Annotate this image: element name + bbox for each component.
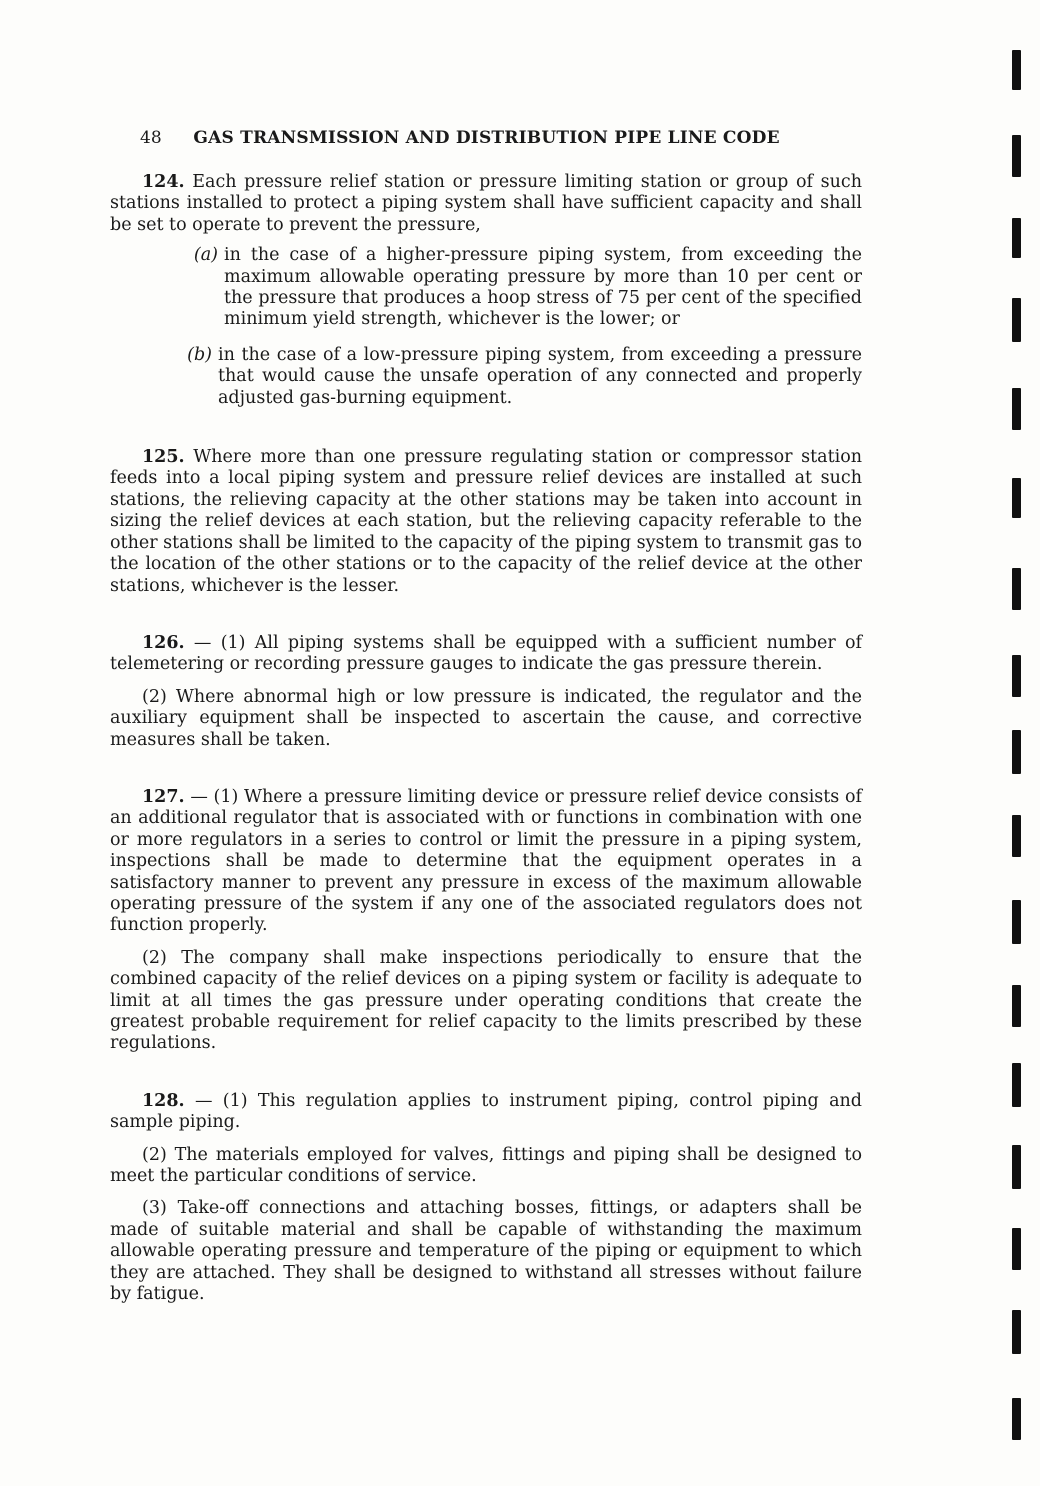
section-number: 124. xyxy=(142,172,185,192)
binding-mark xyxy=(1012,730,1021,774)
binding-mark xyxy=(1012,1310,1021,1354)
binding-mark xyxy=(1012,655,1021,697)
binding-mark xyxy=(1012,388,1021,430)
binding-mark xyxy=(1012,815,1021,857)
clause-a xyxy=(110,245,862,331)
clause-label: (a) xyxy=(193,245,218,266)
clause-text: in the case of a higher-pressure piping system, from exceeding the maximum allowable operating pressure by more than 10 per cent or the pressure that produces a hoop stress of 75 per cent of the specified minimum yield strength, whichever is the lower; or xyxy=(224,245,862,330)
section-128-para-3: (3) Take-off connections and attaching bosses, fittings, or adapters shall be made of suitable material and shall be capable of withstanding the maximum allowable operating pressure and temperature of the piping or equipment to which they are attached. They shall be designed to withstand all stresses without failure by fatigue. xyxy=(110,1198,862,1305)
binding-mark xyxy=(1012,900,1021,944)
binding-mark xyxy=(1012,298,1021,342)
page-number: 48 xyxy=(140,128,162,148)
section-number: 127. xyxy=(142,786,185,807)
section-127 xyxy=(110,787,862,937)
page-header xyxy=(140,128,860,148)
clause-text: in the case of a low-pressure piping system, from exceeding a pressure that would cause the unsafe operation of any connected and properly adjusted gas-burning equipment. xyxy=(218,344,862,408)
section-text: Each pressure relief station or pressure limiting station or group of such stations installed to protect a piping system shall have sufficient capacity and shall be set to operate to prevent the pressure, xyxy=(110,172,862,235)
binding-mark xyxy=(1012,1398,1021,1440)
section-text: — (1) All piping systems shall be equipped with a sufficient number of telemetering or recording pressure gauges to indicate the gas pressure therein. xyxy=(110,632,862,675)
section-126 xyxy=(110,633,862,676)
binding-mark xyxy=(1012,50,1021,90)
binding-mark xyxy=(1012,985,1021,1027)
section-number: 126. xyxy=(142,632,185,653)
binding-mark xyxy=(1012,478,1021,518)
section-126-para-2: (2) Where abnormal high or low pressure is indicated, the regulator and the auxiliary equipment shall be inspected to ascertain the cause, and corrective measures shall be taken. xyxy=(110,686,862,750)
section-text: — (1) This regulation applies to instrument piping, control piping and sample piping. xyxy=(110,1090,862,1133)
binding-mark xyxy=(1012,135,1021,177)
section-125 xyxy=(110,447,862,597)
binding-mark xyxy=(1012,1228,1021,1270)
binding-mark xyxy=(1012,1145,1021,1189)
section-127-para-2: (2) The company shall make inspections periodically to ensure that the combined capacity of the relief devices on a piping system or facility is adequate to limit at all times the gas pressure under operating conditions that create the greatest probable requirement for relief capacity to the limits prescribed by these regulations. xyxy=(110,947,862,1054)
binding-mark xyxy=(1012,568,1021,610)
binding-mark xyxy=(1012,218,1021,258)
section-124 xyxy=(110,172,862,236)
page-body xyxy=(110,172,862,1305)
section-number: 125. xyxy=(142,447,185,468)
section-text: — (1) Where a pressure limiting device or pressure relief device consists of an additional regulator that is associated with or functions in combination with one or more regulators in a series to control or limit the pressure in a piping system, inspections shall be made to determine that the equipment operates in a satisfactory manner to prevent any pressure in excess of the maximum allowable operating pressure of the system if any one of the associated regulators does not function properly. xyxy=(110,786,862,936)
section-128-para-2: (2) The materials employed for valves, fittings and piping shall be designed to meet the particular conditions of service. xyxy=(110,1144,862,1187)
running-title: GAS TRANSMISSION AND DISTRIBUTION PIPE LINE CODE xyxy=(193,128,780,148)
section-text: Where more than one pressure regulating station or compressor station feeds into a local piping system and pressure relief devices are installed at such stations, the relieving capacity at the other stations may be taken into account in sizing the relief devices at each station, but the relieving capacity referable to the other stations shall be limited to the capacity of the piping system to transmit gas to the location of the other stations or to the capacity of the relief device at the other stations, whichever is the lesser. xyxy=(110,447,862,596)
clause-label: (b) xyxy=(187,344,212,365)
clause-b xyxy=(110,345,862,409)
binding-mark xyxy=(1012,1063,1021,1107)
section-128 xyxy=(110,1091,862,1134)
section-number: 128. xyxy=(142,1090,185,1111)
